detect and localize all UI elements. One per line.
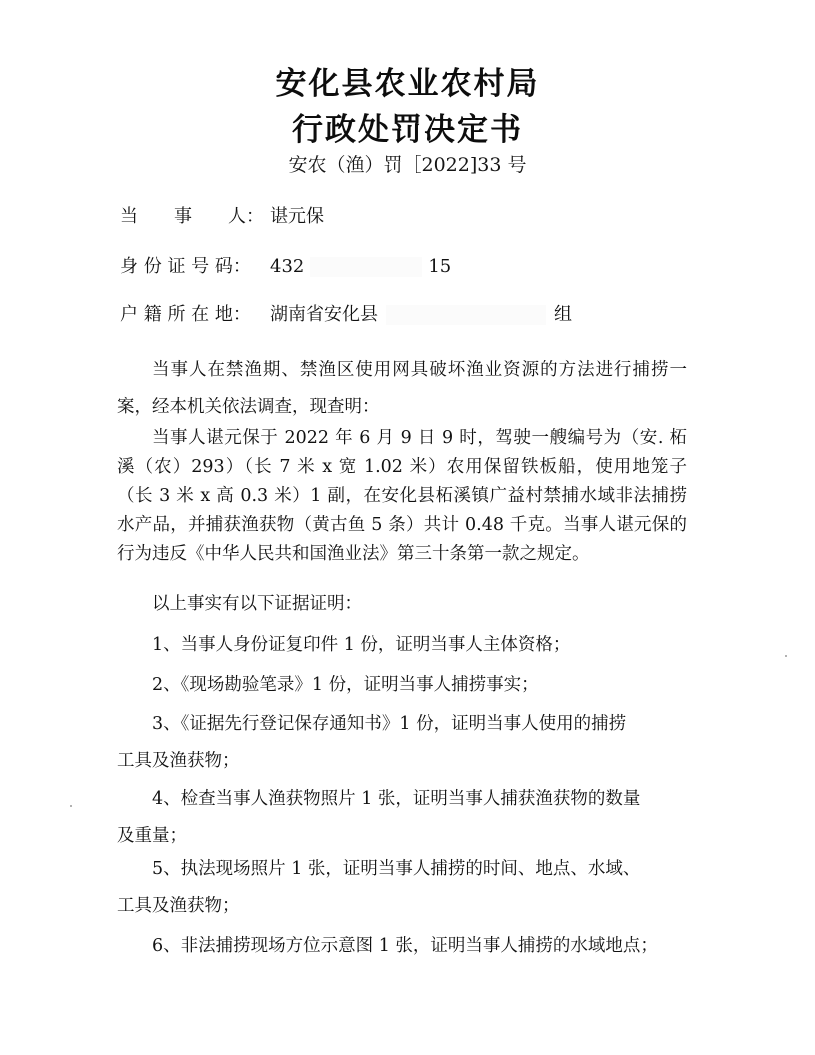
scan-speck xyxy=(785,655,787,657)
scan-speck xyxy=(70,805,72,807)
agency-title: 安化县农业农村局 xyxy=(275,66,540,102)
redaction-mask xyxy=(310,257,422,277)
address-prefix: 湖南省安化县 xyxy=(270,304,378,325)
evidence-item: 6、非法捕捞现场方位示意图 1 张，证明当事人捕捞的水域地点； xyxy=(152,936,658,956)
party-name-value: 谌元保 xyxy=(270,206,324,227)
document-title: 行政处罚决定书 xyxy=(292,112,523,148)
document-number: 安农（渔）罚［2022]33 号 xyxy=(288,154,527,176)
id-number-row xyxy=(120,253,451,281)
evidence-item: 5、执法现场照片 1 张，证明当事人捕捞的时间、地点、水域、 工具及渔获物； xyxy=(117,859,641,916)
id-number-prefix: 432 xyxy=(270,256,305,277)
summary-paragraph: 当事人在禁渔期、禁渔区使用网具破坏渔业资源的方法进行捕捞一案，经本机关依法调查，现查明： xyxy=(117,360,687,417)
redaction-mask xyxy=(386,305,546,325)
evidence-intro: 以上事实有以下证据证明： xyxy=(152,594,362,614)
party-name-label: 当 事 人： xyxy=(120,206,264,227)
address-label: 户 籍 所 在 地： xyxy=(120,304,251,325)
evidence-item: 4、检查当事人渔获物照片 1 张，证明当事人捕获渔获物的数量 及重量； xyxy=(117,789,641,846)
id-number-suffix: 15 xyxy=(428,256,452,277)
evidence-item: 2、《现场勘验笔录》1 份，证明当事人捕捞事实； xyxy=(152,675,539,695)
facts-paragraph: 当事人谌元保于 2022 年 6 月 9 日 9 时，驾驶一艘编号为（安. 柘溪（农）293）（长 7 米 x 宽 1.02 米）农用保留铁板船，使用地笼子（长 3 米 x 高 0.3 米）1 副，在安化县柘溪镇广益村禁捕水域非法捕捞水产品，并捕获渔获物（黄古鱼 5 条）共计 0.48 千克。当事人谌元保的行为违反《中华人民共和国渔业法》第三十条第一款之规定。 xyxy=(117,428,687,564)
evidence-item: 3、《证据先行登记保存通知书》1 份，证明当事人使用的捕捞 工具及渔获物； xyxy=(117,714,627,771)
evidence-item: 1、当事人身份证复印件 1 份，证明当事人主体资格； xyxy=(152,635,571,655)
id-number-label: 身 份 证 号 码： xyxy=(120,256,251,277)
party-name-row xyxy=(120,203,324,231)
address-row xyxy=(120,301,572,329)
address-suffix: 组 xyxy=(554,304,572,325)
